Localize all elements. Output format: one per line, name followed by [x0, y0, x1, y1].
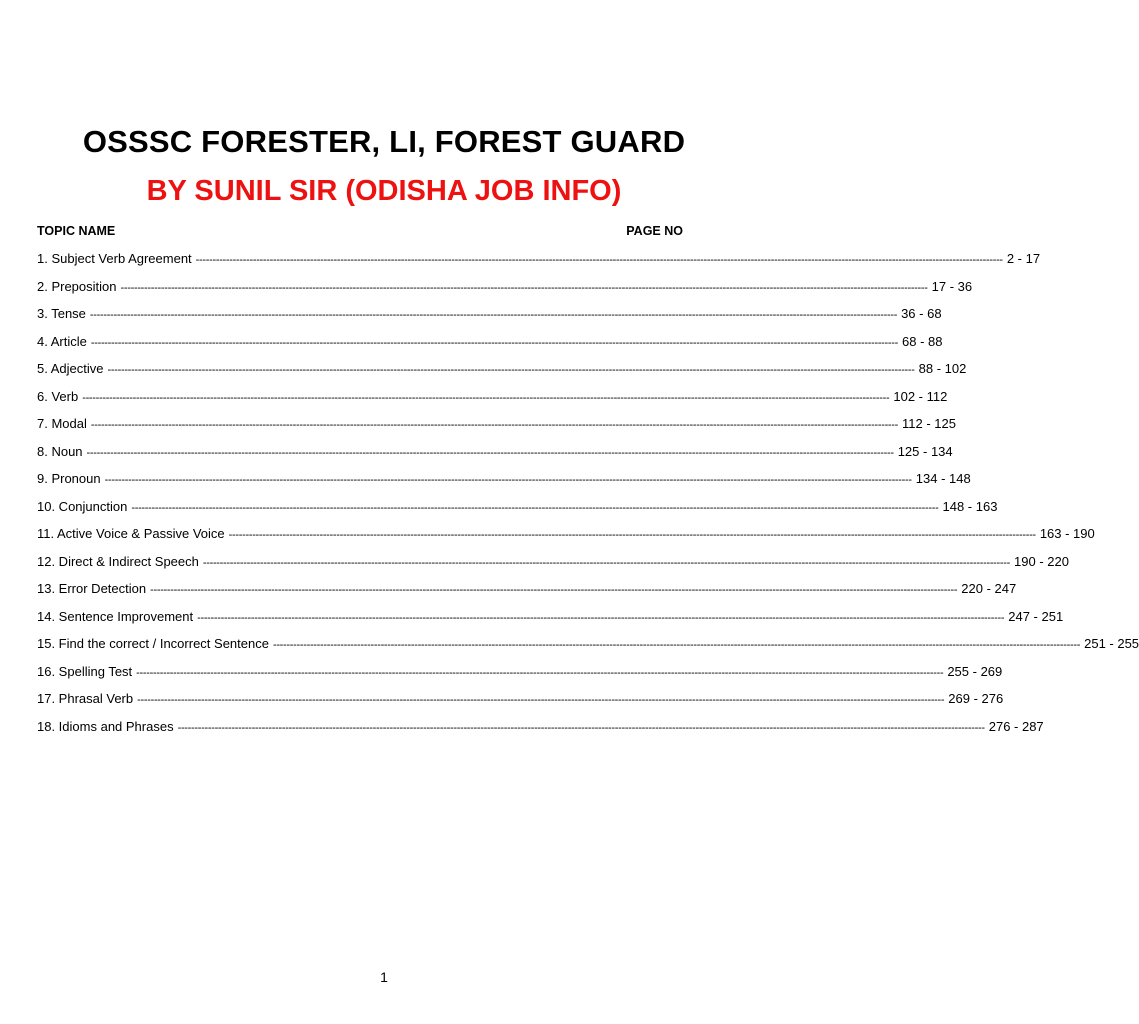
toc-leader: ------------------------------------------------------------------------------------------------------------------------------------------------------------------------------------------------------------------------------------------------	[195, 254, 1003, 266]
toc-header	[37, 224, 683, 240]
toc-pages: 269 - 276	[948, 691, 1004, 706]
table-of-contents	[37, 251, 1139, 746]
toc-topic: 14. Sentence Improvement	[37, 608, 194, 624]
toc-leader: ------------------------------------------------------------------------------------------------------------------------------------------------------------------------------------------------------------------------------------------------	[104, 474, 912, 486]
toc-entry	[37, 691, 1004, 719]
toc-entry	[37, 471, 971, 499]
toc-topic: 10. Conjunction	[37, 498, 128, 514]
toc-leader: ------------------------------------------------------------------------------------------------------------------------------------------------------------------------------------------------------------------------------------------------	[150, 584, 958, 596]
toc-topic: 3. Tense	[37, 306, 86, 321]
toc-topic: 7. Modal	[37, 416, 87, 431]
toc-entry	[37, 526, 1095, 554]
toc-topic: 18. Idioms and Phrases	[37, 718, 174, 734]
toc-pages: 2 - 17	[1006, 251, 1041, 266]
toc-entry	[37, 498, 998, 527]
toc-leader: ------------------------------------------------------------------------------------------------------------------------------------------------------------------------------------------------------------------------------------------------	[131, 501, 939, 514]
toc-pages: 125 - 134	[897, 443, 953, 459]
toc-entry	[37, 663, 1003, 692]
toc-leader: ------------------------------------------------------------------------------------------------------------------------------------------------------------------------------------------------------------------------------------------------	[228, 529, 1036, 541]
toc-leader: ------------------------------------------------------------------------------------------------------------------------------------------------------------------------------------------------------------------------------------------------	[272, 639, 1081, 651]
toc-leader: ------------------------------------------------------------------------------------------------------------------------------------------------------------------------------------------------------------------------------------------------	[177, 721, 985, 734]
toc-topic: 16. Spelling Test	[37, 663, 133, 679]
toc-topic: 8. Noun	[37, 443, 83, 459]
toc-pages: 163 - 190	[1039, 526, 1095, 541]
toc-entry	[37, 388, 948, 417]
toc-pages: 220 - 247	[961, 581, 1017, 596]
toc-entry	[37, 333, 943, 362]
toc-topic: 9. Pronoun	[37, 471, 101, 486]
toc-pages: 112 - 125	[902, 416, 956, 431]
toc-pages: 255 - 269	[947, 663, 1003, 679]
toc-pages: 68 - 88	[902, 333, 943, 349]
toc-leader: ------------------------------------------------------------------------------------------------------------------------------------------------------------------------------------------------------------------------------------------------	[82, 391, 890, 404]
toc-entry	[37, 636, 1139, 664]
toc-pages: 251 - 255	[1084, 636, 1139, 651]
toc-entry	[37, 416, 956, 444]
toc-entry	[37, 553, 1069, 582]
page-number: 1	[380, 969, 388, 985]
toc-topic: 11. Active Voice & Passive Voice	[37, 526, 225, 541]
toc-topic: 1. Subject Verb Agreement	[37, 251, 192, 266]
toc-topic: 13. Error Detection	[37, 581, 147, 596]
toc-topic: 6. Verb	[37, 388, 79, 404]
toc-entry	[37, 361, 967, 389]
toc-leader: ------------------------------------------------------------------------------------------------------------------------------------------------------------------------------------------------------------------------------------------------	[197, 611, 1005, 624]
toc-leader: ------------------------------------------------------------------------------------------------------------------------------------------------------------------------------------------------------------------------------------------------	[120, 281, 928, 294]
toc-topic: 4. Article	[37, 333, 87, 349]
toc-leader: ------------------------------------------------------------------------------------------------------------------------------------------------------------------------------------------------------------------------------------------------	[136, 666, 944, 679]
toc-pages: 102 - 112	[893, 388, 948, 404]
document-title: OSSSC FORESTER, LI, FOREST GUARD	[82, 124, 686, 159]
toc-entry	[37, 581, 1017, 609]
toc-pages: 148 - 163	[942, 498, 998, 514]
toc-leader: ------------------------------------------------------------------------------------------------------------------------------------------------------------------------------------------------------------------------------------------------	[202, 556, 1011, 569]
toc-entry	[37, 443, 953, 472]
toc-leader: ------------------------------------------------------------------------------------------------------------------------------------------------------------------------------------------------------------------------------------------------	[89, 309, 898, 321]
toc-pages: 134 - 148	[915, 471, 971, 486]
toc-topic: 15. Find the correct / Incorrect Sentence	[37, 636, 269, 651]
toc-pages: 190 - 220	[1014, 553, 1069, 569]
toc-pages: 88 - 102	[918, 361, 967, 376]
toc-pages: 36 - 68	[901, 306, 942, 321]
toc-pages: 247 - 251	[1008, 608, 1064, 624]
toc-pages: 276 - 287	[988, 718, 1044, 734]
toc-leader: ------------------------------------------------------------------------------------------------------------------------------------------------------------------------------------------------------------------------------------------------	[107, 364, 915, 376]
page-no-header: PAGE NO	[626, 224, 683, 238]
toc-leader: ------------------------------------------------------------------------------------------------------------------------------------------------------------------------------------------------------------------------------------------------	[90, 336, 899, 349]
toc-pages: 17 - 36	[931, 278, 973, 294]
toc-topic: 17. Phrasal Verb	[37, 691, 134, 706]
toc-entry	[37, 718, 1044, 747]
toc-leader: ------------------------------------------------------------------------------------------------------------------------------------------------------------------------------------------------------------------------------------------------	[90, 419, 899, 431]
toc-leader: ------------------------------------------------------------------------------------------------------------------------------------------------------------------------------------------------------------------------------------------------	[137, 694, 945, 706]
toc-entry	[37, 251, 1041, 279]
toc-leader: ------------------------------------------------------------------------------------------------------------------------------------------------------------------------------------------------------------------------------------------------	[86, 446, 894, 459]
toc-entry	[37, 608, 1064, 637]
toc-topic: 2. Preposition	[37, 278, 117, 294]
toc-topic: 12. Direct & Indirect Speech	[37, 553, 199, 569]
toc-entry	[37, 306, 942, 334]
topic-name-header: TOPIC NAME	[37, 224, 116, 238]
document-subtitle: BY SUNIL SIR (ODISHA JOB INFO)	[146, 175, 622, 207]
toc-topic: 5. Adjective	[37, 361, 104, 376]
toc-entry	[37, 278, 973, 307]
